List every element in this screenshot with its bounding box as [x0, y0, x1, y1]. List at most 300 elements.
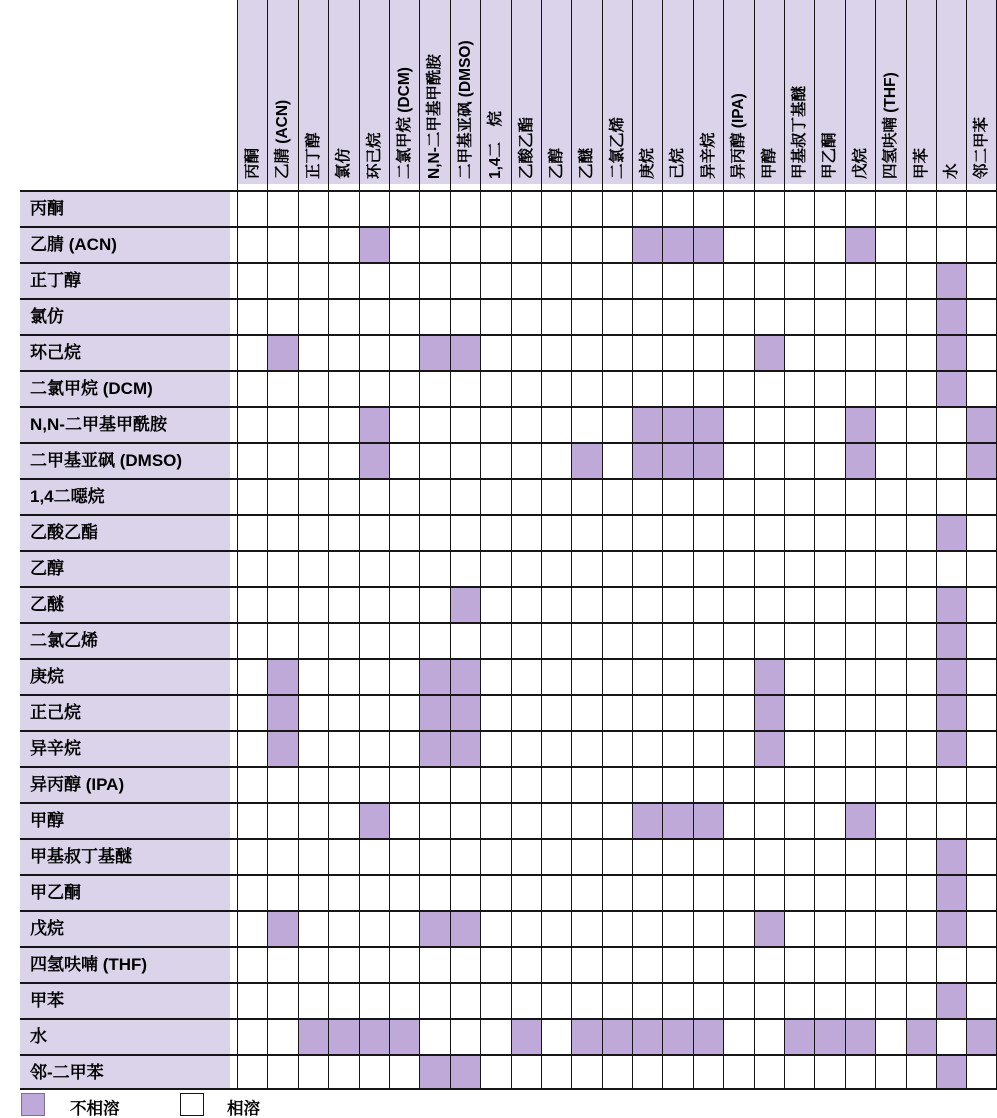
row-gap [230, 802, 237, 838]
column-header [298, 0, 328, 184]
cell-miscible [389, 298, 419, 334]
cell-miscible [662, 514, 692, 550]
cell-miscible [389, 658, 419, 694]
cell-miscible [267, 874, 297, 910]
cell-miscible [480, 730, 510, 766]
row-label: 乙腈 (ACN) [20, 226, 230, 262]
cell-miscible [723, 190, 753, 226]
cell-miscible [814, 262, 844, 298]
cell-miscible [754, 298, 784, 334]
cell-miscible [267, 1018, 297, 1054]
row-label: 正丁醇 [20, 262, 230, 298]
cell-miscible [875, 190, 905, 226]
row-gap [230, 442, 237, 478]
cell-immiscible [419, 334, 449, 370]
cell-miscible [511, 478, 541, 514]
cell-miscible [966, 874, 996, 910]
cell-miscible [237, 658, 267, 694]
row-gap [230, 550, 237, 586]
cell-miscible [298, 838, 328, 874]
cell-miscible [602, 694, 632, 730]
cell-miscible [389, 694, 419, 730]
cell-miscible [359, 370, 389, 406]
column-header [511, 0, 541, 184]
row-label: 乙酸乙酯 [20, 514, 230, 550]
cell-miscible [450, 406, 480, 442]
cell-miscible [906, 478, 936, 514]
cell-miscible [571, 406, 601, 442]
cell-miscible [571, 874, 601, 910]
cell-immiscible [267, 334, 297, 370]
cell-miscible [693, 334, 723, 370]
cell-miscible [632, 262, 662, 298]
cell-miscible [662, 622, 692, 658]
cell-miscible [662, 262, 692, 298]
cell-miscible [966, 298, 996, 334]
cell-immiscible [845, 226, 875, 262]
cell-miscible [754, 874, 784, 910]
cell-miscible [267, 550, 297, 586]
cell-miscible [419, 622, 449, 658]
cell-miscible [754, 190, 784, 226]
cell-miscible [632, 982, 662, 1018]
cell-miscible [875, 730, 905, 766]
cell-miscible [541, 838, 571, 874]
cell-miscible [784, 694, 814, 730]
cell-miscible [541, 982, 571, 1018]
cell-miscible [511, 802, 541, 838]
row-label: 水 [20, 1018, 230, 1054]
cell-miscible [845, 838, 875, 874]
cell-immiscible [632, 442, 662, 478]
row-label: 二氯甲烷 (DCM) [20, 370, 230, 406]
cell-miscible [784, 946, 814, 982]
cell-miscible [936, 406, 966, 442]
cell-miscible [237, 874, 267, 910]
cell-miscible [784, 730, 814, 766]
cell-immiscible [450, 658, 480, 694]
cell-miscible [237, 190, 267, 226]
cell-miscible [662, 838, 692, 874]
cell-miscible [359, 910, 389, 946]
cell-miscible [298, 226, 328, 262]
cell-miscible [693, 550, 723, 586]
cell-immiscible [511, 1018, 541, 1054]
row-gap [230, 226, 237, 262]
cell-miscible [267, 586, 297, 622]
row-gap [230, 334, 237, 370]
cell-miscible [237, 1018, 267, 1054]
cell-miscible [693, 838, 723, 874]
cell-miscible [419, 514, 449, 550]
cell-miscible [298, 370, 328, 406]
cell-miscible [814, 226, 844, 262]
cell-immiscible [662, 442, 692, 478]
cell-miscible [328, 226, 358, 262]
cell-miscible [571, 658, 601, 694]
column-header-label: 环己烷 [365, 132, 383, 179]
cell-miscible [298, 478, 328, 514]
cell-miscible [298, 298, 328, 334]
cell-immiscible [632, 226, 662, 262]
cell-miscible [267, 802, 297, 838]
cell-miscible [966, 622, 996, 658]
cell-miscible [237, 262, 267, 298]
column-header [906, 0, 936, 184]
row-label: N,N-二甲基甲酰胺 [20, 406, 230, 442]
cell-miscible [480, 478, 510, 514]
column-header [784, 0, 814, 184]
cell-immiscible [662, 406, 692, 442]
cell-miscible [936, 1018, 966, 1054]
cell-miscible [723, 910, 753, 946]
cell-miscible [419, 766, 449, 802]
cell-miscible [632, 658, 662, 694]
cell-miscible [389, 370, 419, 406]
cell-miscible [328, 1054, 358, 1090]
cell-miscible [662, 946, 692, 982]
cell-miscible [389, 1054, 419, 1090]
row-gap [230, 694, 237, 730]
cell-miscible [632, 370, 662, 406]
cell-miscible [237, 514, 267, 550]
cell-miscible [328, 766, 358, 802]
cell-miscible [328, 622, 358, 658]
column-header [328, 0, 358, 184]
cell-miscible [571, 514, 601, 550]
cell-miscible [359, 334, 389, 370]
cell-miscible [298, 442, 328, 478]
cell-miscible [419, 226, 449, 262]
cell-miscible [237, 370, 267, 406]
cell-miscible [784, 586, 814, 622]
cell-immiscible [906, 1018, 936, 1054]
cell-immiscible [936, 586, 966, 622]
cell-miscible [571, 550, 601, 586]
cell-miscible [754, 586, 784, 622]
cell-miscible [419, 946, 449, 982]
cell-miscible [450, 838, 480, 874]
cell-miscible [784, 622, 814, 658]
row-gap [230, 838, 237, 874]
cell-miscible [267, 406, 297, 442]
cell-miscible [814, 982, 844, 1018]
cell-miscible [419, 190, 449, 226]
cell-miscible [359, 766, 389, 802]
cell-miscible [389, 730, 419, 766]
row-gap [230, 190, 237, 226]
cell-miscible [389, 190, 419, 226]
cell-miscible [237, 406, 267, 442]
cell-immiscible [267, 658, 297, 694]
cell-miscible [602, 298, 632, 334]
row-gap [230, 262, 237, 298]
cell-miscible [541, 406, 571, 442]
cell-immiscible [632, 406, 662, 442]
cell-miscible [389, 226, 419, 262]
cell-miscible [784, 298, 814, 334]
cell-miscible [511, 298, 541, 334]
cell-miscible [754, 838, 784, 874]
cell-miscible [966, 190, 996, 226]
cell-miscible [450, 442, 480, 478]
cell-miscible [511, 442, 541, 478]
cell-miscible [419, 1018, 449, 1054]
cell-miscible [875, 514, 905, 550]
cell-miscible [906, 550, 936, 586]
cell-miscible [237, 766, 267, 802]
cell-miscible [784, 190, 814, 226]
cell-miscible [571, 370, 601, 406]
cell-immiscible [693, 406, 723, 442]
cell-miscible [906, 442, 936, 478]
row-label: 环己烷 [20, 334, 230, 370]
cell-miscible [784, 406, 814, 442]
cell-immiscible [450, 694, 480, 730]
cell-miscible [632, 946, 662, 982]
cell-immiscible [936, 730, 966, 766]
cell-miscible [541, 802, 571, 838]
row-label: 1,4二噁烷 [20, 478, 230, 514]
cell-miscible [784, 658, 814, 694]
column-header-label: 异丙醇 (IPA) [730, 93, 748, 179]
cell-miscible [571, 1054, 601, 1090]
row-gap [230, 1054, 237, 1090]
row-gap [230, 586, 237, 622]
cell-immiscible [754, 334, 784, 370]
cell-miscible [298, 658, 328, 694]
cell-miscible [845, 982, 875, 1018]
cell-immiscible [662, 226, 692, 262]
column-header [754, 0, 784, 184]
cell-miscible [875, 622, 905, 658]
cell-miscible [450, 1018, 480, 1054]
cell-miscible [814, 694, 844, 730]
cell-miscible [328, 370, 358, 406]
cell-miscible [784, 442, 814, 478]
cell-miscible [511, 658, 541, 694]
cell-immiscible [936, 298, 966, 334]
column-header-label: 正丁醇 [304, 132, 322, 179]
cell-miscible [298, 946, 328, 982]
cell-immiscible [814, 1018, 844, 1054]
cell-immiscible [359, 226, 389, 262]
cell-miscible [906, 334, 936, 370]
cell-miscible [389, 586, 419, 622]
cell-miscible [450, 514, 480, 550]
cell-miscible [267, 442, 297, 478]
cell-miscible [571, 226, 601, 262]
cell-miscible [632, 910, 662, 946]
cell-immiscible [419, 658, 449, 694]
cell-miscible [662, 910, 692, 946]
cell-miscible [723, 766, 753, 802]
cell-miscible [267, 298, 297, 334]
cell-miscible [845, 730, 875, 766]
cell-miscible [966, 694, 996, 730]
row-gap [230, 982, 237, 1018]
row-gap [230, 946, 237, 982]
cell-miscible [845, 586, 875, 622]
cell-miscible [298, 334, 328, 370]
cell-miscible [754, 406, 784, 442]
cell-miscible [328, 442, 358, 478]
cell-miscible [359, 730, 389, 766]
cell-immiscible [450, 910, 480, 946]
cell-miscible [359, 550, 389, 586]
cell-miscible [814, 190, 844, 226]
cell-miscible [602, 226, 632, 262]
cell-miscible [450, 802, 480, 838]
cell-miscible [389, 874, 419, 910]
cell-miscible [298, 874, 328, 910]
cell-miscible [541, 298, 571, 334]
cell-miscible [602, 406, 632, 442]
cell-miscible [541, 514, 571, 550]
cell-miscible [693, 478, 723, 514]
cell-miscible [450, 478, 480, 514]
cell-immiscible [754, 910, 784, 946]
cell-immiscible [784, 1018, 814, 1054]
cell-miscible [845, 1054, 875, 1090]
cell-miscible [237, 622, 267, 658]
cell-miscible [966, 730, 996, 766]
cell-miscible [723, 298, 753, 334]
row-label: 甲基叔丁基醚 [20, 838, 230, 874]
cell-miscible [693, 190, 723, 226]
cell-miscible [480, 622, 510, 658]
cell-miscible [784, 874, 814, 910]
cell-miscible [237, 982, 267, 1018]
cell-miscible [906, 838, 936, 874]
cell-miscible [754, 622, 784, 658]
cell-miscible [754, 766, 784, 802]
cell-miscible [814, 550, 844, 586]
cell-miscible [480, 694, 510, 730]
cell-immiscible [936, 262, 966, 298]
cell-miscible [814, 442, 844, 478]
cell-miscible [906, 658, 936, 694]
cell-immiscible [693, 226, 723, 262]
cell-miscible [298, 802, 328, 838]
cell-immiscible [389, 1018, 419, 1054]
cell-miscible [571, 262, 601, 298]
cell-miscible [754, 982, 784, 1018]
row-gap [230, 622, 237, 658]
column-header [723, 0, 753, 184]
cell-miscible [328, 946, 358, 982]
cell-miscible [450, 370, 480, 406]
cell-immiscible [419, 730, 449, 766]
cell-miscible [845, 190, 875, 226]
column-header-label: 乙醇 [547, 147, 565, 179]
cell-miscible [419, 370, 449, 406]
cell-miscible [814, 370, 844, 406]
cell-immiscible [419, 910, 449, 946]
row-label: 二甲基亚砜 (DMSO) [20, 442, 230, 478]
cell-miscible [298, 730, 328, 766]
cell-miscible [298, 550, 328, 586]
cell-miscible [723, 442, 753, 478]
column-header-label: 庚烷 [639, 147, 657, 179]
cell-miscible [237, 442, 267, 478]
row-label: 二氯乙烯 [20, 622, 230, 658]
column-header-label: 乙醚 [578, 147, 596, 179]
cell-miscible [480, 442, 510, 478]
cell-miscible [237, 910, 267, 946]
column-header [267, 0, 297, 184]
cell-miscible [267, 262, 297, 298]
cell-miscible [662, 730, 692, 766]
cell-miscible [450, 298, 480, 334]
cell-miscible [541, 910, 571, 946]
cell-miscible [906, 874, 936, 910]
cell-miscible [480, 1018, 510, 1054]
cell-miscible [966, 802, 996, 838]
cell-miscible [723, 946, 753, 982]
cell-miscible [754, 1054, 784, 1090]
column-header-label: 二氯乙烯 [608, 116, 626, 179]
cell-miscible [298, 406, 328, 442]
row-label: 庚烷 [20, 658, 230, 694]
cell-miscible [419, 802, 449, 838]
cell-miscible [237, 334, 267, 370]
cell-miscible [328, 514, 358, 550]
column-header [693, 0, 723, 184]
cell-miscible [875, 910, 905, 946]
cell-miscible [662, 1054, 692, 1090]
column-header [571, 0, 601, 184]
cell-miscible [632, 514, 662, 550]
cell-miscible [511, 406, 541, 442]
cell-miscible [814, 298, 844, 334]
cell-immiscible [966, 442, 996, 478]
cell-miscible [237, 1054, 267, 1090]
cell-miscible [267, 514, 297, 550]
cell-miscible [875, 802, 905, 838]
cell-immiscible [328, 1018, 358, 1054]
cell-miscible [662, 478, 692, 514]
cell-miscible [571, 334, 601, 370]
cell-miscible [875, 694, 905, 730]
cell-immiscible [966, 406, 996, 442]
cell-miscible [936, 802, 966, 838]
cell-miscible [541, 874, 571, 910]
cell-miscible [298, 622, 328, 658]
cell-miscible [450, 190, 480, 226]
column-header [936, 0, 966, 184]
cell-miscible [966, 370, 996, 406]
cell-miscible [906, 514, 936, 550]
row-label: 乙醇 [20, 550, 230, 586]
cell-miscible [602, 1054, 632, 1090]
cell-miscible [541, 766, 571, 802]
cell-miscible [723, 694, 753, 730]
cell-miscible [875, 334, 905, 370]
cell-miscible [784, 982, 814, 1018]
cell-miscible [359, 874, 389, 910]
cell-miscible [511, 982, 541, 1018]
cell-miscible [845, 946, 875, 982]
row-gap [230, 406, 237, 442]
cell-miscible [814, 910, 844, 946]
cell-miscible [693, 622, 723, 658]
cell-immiscible [936, 1054, 966, 1090]
cell-miscible [480, 658, 510, 694]
cell-miscible [298, 514, 328, 550]
cell-miscible [906, 586, 936, 622]
cell-miscible [845, 694, 875, 730]
